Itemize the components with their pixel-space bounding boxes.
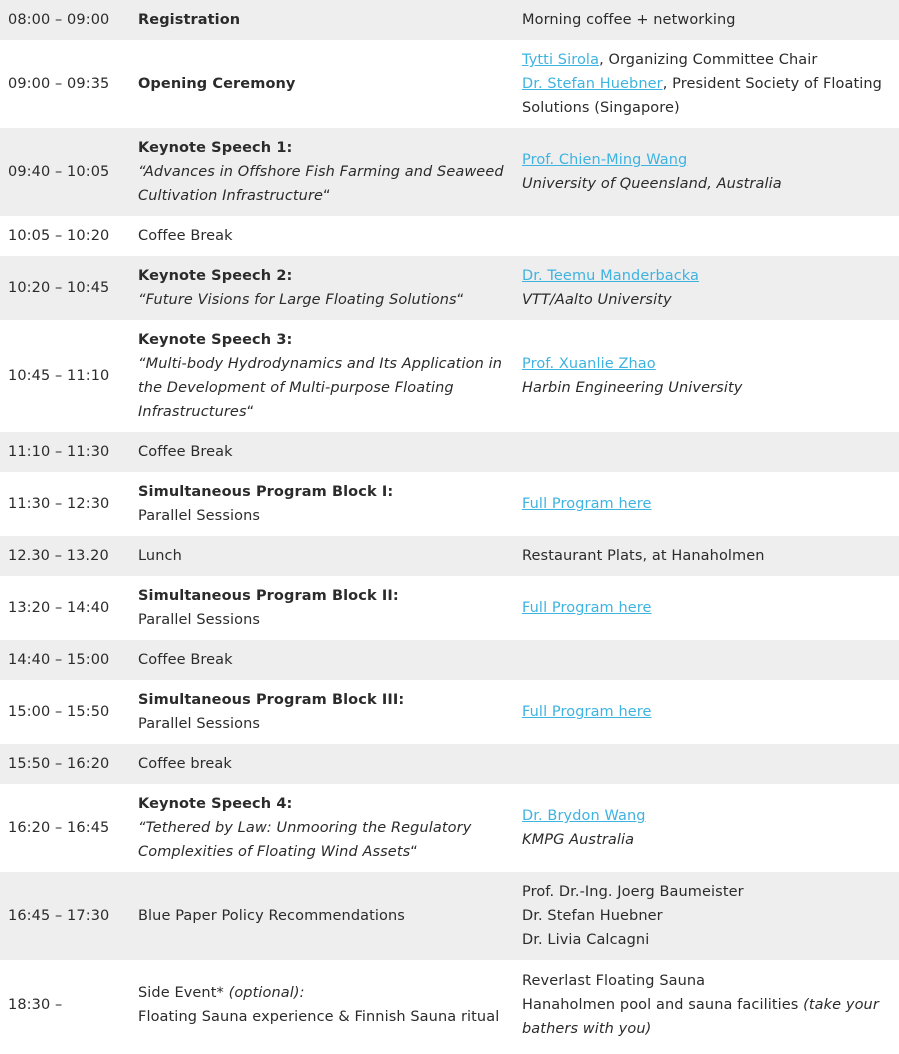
schedule-row — [0, 216, 899, 256]
full-program-link[interactable]: Full Program here — [522, 704, 652, 720]
keynote-title: Keynote Speech 3: — [138, 332, 293, 348]
speaker-link[interactable]: Dr. Teemu Manderbacka — [522, 268, 700, 284]
quote-close: “ — [246, 404, 255, 420]
person-line — [522, 72, 891, 120]
person-line — [522, 48, 891, 72]
venue-name: Reverlast Floating Sauna — [522, 973, 706, 989]
schedule-row — [0, 744, 899, 784]
block-title: Simultaneous Program Block II: — [138, 588, 399, 604]
info-cell — [514, 576, 899, 640]
time-cell: 09:00 – 09:35 — [8, 76, 110, 92]
venue-note: (take your bathers with you) — [522, 997, 879, 1037]
schedule-row — [0, 128, 899, 216]
time-cell: 09:40 – 10:05 — [8, 164, 110, 180]
quote-close: “ — [456, 292, 465, 308]
speaker-link[interactable]: Prof. Xuanlie Zhao — [522, 356, 656, 372]
presenter-name: Dr. Stefan Huebner — [522, 908, 663, 924]
event-cell — [130, 960, 514, 1050]
person-link[interactable]: Tytti Sirola — [522, 52, 600, 68]
time-cell: 13:20 – 14:40 — [8, 600, 110, 616]
event-cell — [130, 128, 514, 216]
block-subtitle: Parallel Sessions — [138, 508, 261, 524]
schedule-row — [0, 680, 899, 744]
keynote-title: Keynote Speech 2: — [138, 268, 293, 284]
talk-title: “Tethered by Law: Unmooring the Regulatory Complexities of Floating Wind Assets — [138, 820, 472, 860]
keynote-title: Keynote Speech 1: — [138, 140, 293, 156]
time-cell: 11:10 – 11:30 — [8, 444, 110, 460]
time-cell: 10:45 – 11:10 — [8, 368, 110, 384]
speaker-affiliation: VTT/Aalto University — [522, 292, 672, 308]
info-cell — [514, 128, 899, 216]
info-cell — [514, 432, 899, 472]
schedule-row — [0, 0, 899, 40]
block-subtitle: Parallel Sessions — [138, 716, 261, 732]
quote-close: “ — [410, 844, 418, 860]
info-cell — [514, 784, 899, 872]
schedule-row — [0, 784, 899, 872]
event-cell: Coffee Break — [138, 228, 233, 244]
speaker-link[interactable]: Prof. Chien-Ming Wang — [522, 152, 688, 168]
speaker-affiliation: University of Queensland, Australia — [522, 176, 782, 192]
time-cell: 15:00 – 15:50 — [8, 704, 110, 720]
time-cell: 14:40 – 15:00 — [8, 652, 110, 668]
talk-title: “Multi-body Hydrodynamics and Its Application in the Development of Multi-purpose Floating Infrastructures — [138, 356, 502, 420]
event-cell: Coffee Break — [138, 652, 233, 668]
block-subtitle: Parallel Sessions — [138, 612, 261, 628]
schedule-row — [0, 320, 899, 432]
schedule-row — [0, 40, 899, 128]
time-cell: 10:05 – 10:20 — [8, 228, 110, 244]
event-cell — [130, 40, 514, 128]
time-cell: 08:00 – 09:00 — [8, 12, 110, 28]
person-role: , President Society of Floating Solutions (Singapore) — [522, 76, 882, 116]
time-cell: 10:20 – 10:45 — [8, 280, 110, 296]
block-title: Simultaneous Program Block III: — [138, 692, 405, 708]
full-program-link[interactable]: Full Program here — [522, 600, 652, 616]
schedule-row — [0, 536, 899, 576]
full-program-link[interactable]: Full Program here — [522, 496, 652, 512]
side-event-title — [138, 981, 506, 1005]
speaker-affiliation: KMPG Australia — [522, 832, 635, 848]
time-cell: 16:45 – 17:30 — [8, 908, 110, 924]
info-cell — [514, 680, 899, 744]
info-cell — [514, 744, 899, 784]
talk-title: “Future Visions for Large Floating Solutions — [138, 292, 457, 308]
schedule-row — [0, 472, 899, 536]
event-cell: Blue Paper Policy Recommendations — [138, 908, 405, 924]
time-cell: 15:50 – 16:20 — [8, 756, 110, 772]
info-cell — [514, 872, 899, 960]
venue-detail: Hanaholmen pool and sauna facilities — [522, 997, 804, 1013]
talk-title: “Advances in Offshore Fish Farming and Seaweed Cultivation Infrastructure — [138, 164, 504, 204]
presenter-name: Dr. Livia Calcagni — [522, 932, 650, 948]
person-link[interactable]: Dr. Stefan Huebner — [522, 76, 663, 92]
info-cell — [514, 40, 899, 128]
speaker-affiliation: Harbin Engineering University — [522, 380, 743, 396]
side-event-label: Side Event* — [138, 985, 229, 1001]
info-cell — [514, 640, 899, 680]
info-cell — [514, 256, 899, 320]
event-cell — [130, 680, 514, 744]
event-cell: Coffee break — [138, 756, 232, 772]
time-cell: 11:30 – 12:30 — [8, 496, 110, 512]
info-cell — [514, 216, 899, 256]
event-title: Opening Ceremony — [138, 76, 296, 92]
schedule-row — [0, 640, 899, 680]
quote-close: “ — [323, 188, 331, 204]
schedule-row — [0, 960, 899, 1050]
optional-label: (optional): — [228, 985, 305, 1001]
info-cell: Restaurant Plats, at Hanaholmen — [522, 548, 765, 564]
time-cell: 12.30 – 13.20 — [8, 548, 109, 564]
event-cell: Lunch — [138, 548, 182, 564]
info-cell — [514, 320, 899, 432]
speaker-link[interactable]: Dr. Brydon Wang — [522, 808, 646, 824]
schedule-row — [0, 256, 899, 320]
event-cell — [130, 256, 514, 320]
keynote-title: Keynote Speech 4: — [138, 796, 293, 812]
info-cell: Morning coffee + networking — [522, 12, 736, 28]
event-title: Registration — [138, 12, 241, 28]
schedule-row — [0, 576, 899, 640]
event-cell — [130, 576, 514, 640]
time-cell: 16:20 – 16:45 — [8, 820, 110, 836]
info-cell — [514, 960, 899, 1050]
time-cell: 18:30 – — [8, 997, 63, 1013]
event-cell — [130, 320, 514, 432]
event-cell — [130, 0, 514, 40]
person-role: , Organizing Committee Chair — [599, 52, 818, 68]
block-title: Simultaneous Program Block I: — [138, 484, 394, 500]
event-cell — [130, 784, 514, 872]
info-cell — [514, 472, 899, 536]
side-event-description: Floating Sauna experience & Finnish Sauna ritual — [138, 1009, 500, 1025]
event-cell: Coffee Break — [138, 444, 233, 460]
schedule-row — [0, 432, 899, 472]
schedule-row — [0, 872, 899, 960]
event-cell — [130, 472, 514, 536]
presenter-name: Prof. Dr.-Ing. Joerg Baumeister — [522, 884, 744, 900]
